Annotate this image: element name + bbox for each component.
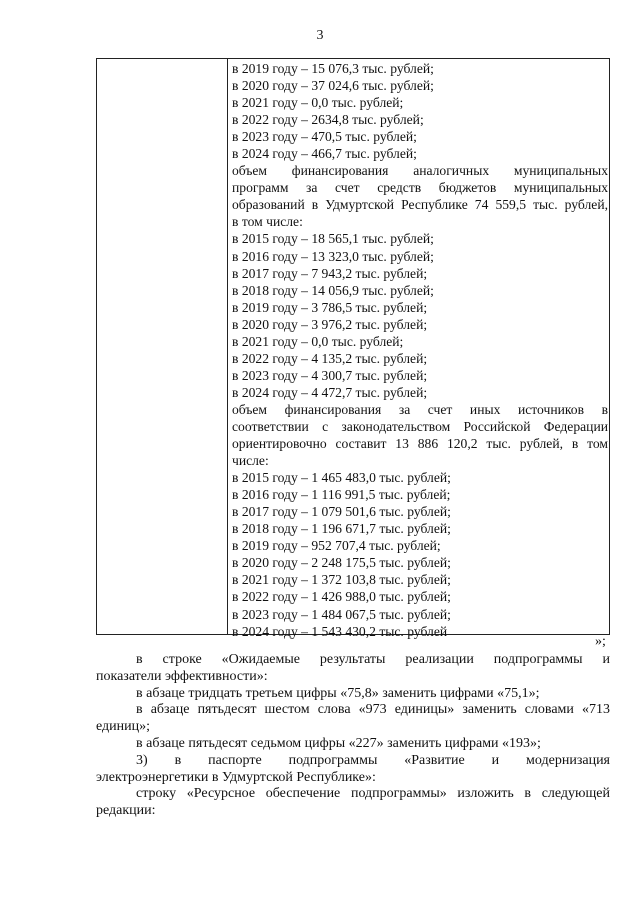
paragraph-line: в абзаце пятьдесят седьмом цифры «227» заменить цифрами «193»; bbox=[136, 735, 541, 751]
table-line: в 2023 году – 1 484 067,5 тыс. рублей; bbox=[232, 606, 451, 622]
table-line: в 2016 году – 13 323,0 тыс. рублей; bbox=[232, 248, 434, 264]
table-line: в 2023 году – 470,5 тыс. рублей; bbox=[232, 129, 417, 145]
table-line: в 2015 году – 1 465 483,0 тыс. рублей; bbox=[232, 470, 451, 486]
table-line: в 2018 году – 1 196 671,7 тыс. рублей; bbox=[232, 521, 451, 537]
table-line: в 2021 году – 1 372 103,8 тыс. рублей; bbox=[232, 572, 451, 588]
table-line: образований в Удмуртской Республике 74 559,5 тыс. рублей, bbox=[232, 197, 608, 213]
table-line: в 2023 году – 4 300,7 тыс. рублей; bbox=[232, 367, 428, 383]
table-line: в 2022 году – 1 426 988,0 тыс. рублей; bbox=[232, 589, 451, 605]
table-line: программ за счет средств бюджетов муниципальных bbox=[232, 180, 608, 196]
table-line: в 2021 году – 0,0 тыс. рублей; bbox=[232, 95, 404, 111]
table-line: объем финансирования аналогичных муниципальных bbox=[232, 163, 608, 179]
table-line: в 2020 году – 2 248 175,5 тыс. рублей; bbox=[232, 555, 451, 571]
paragraph-line: 3) в паспорте подпрограммы «Развитие и модернизация bbox=[136, 752, 610, 768]
resource-table bbox=[96, 58, 610, 639]
table-line: в 2020 году – 3 976,2 тыс. рублей; bbox=[232, 316, 428, 332]
paragraph-line: в строке «Ожидаемые результаты реализации подпрограммы и bbox=[136, 652, 610, 667]
paragraph-line: единиц»; bbox=[96, 719, 151, 735]
table-right-cell bbox=[232, 60, 608, 640]
paragraph-line: редакции: bbox=[96, 803, 156, 819]
paragraph-line: в абзаце пятьдесят шестом слова «973 единицы» заменить словами «713 bbox=[136, 702, 610, 718]
table-line: в 2015 году – 18 565,1 тыс. рублей; bbox=[232, 231, 434, 247]
table-line: соответствии с законодательством Российской Федерации bbox=[232, 418, 608, 434]
table-line: в 2018 году – 14 056,9 тыс. рублей; bbox=[232, 282, 434, 298]
table-line: в 2022 году – 2634,8 тыс. рублей; bbox=[232, 112, 424, 128]
table-line: в 2024 году – 4 472,7 тыс. рублей; bbox=[232, 384, 428, 400]
table-line: числе: bbox=[232, 453, 269, 469]
table-line: в 2021 году – 0,0 тыс. рублей; bbox=[232, 333, 404, 349]
paragraph-line: электроэнергетики в Удмуртской Республике»: bbox=[96, 769, 376, 785]
table-line: в 2019 году – 952 707,4 тыс. рублей; bbox=[232, 538, 441, 554]
paragraph-line: в абзаце тридцать третьем цифры «75,8» заменить цифрами «75,1»; bbox=[136, 685, 540, 701]
table-line: в 2024 году – 466,7 тыс. рублей; bbox=[232, 146, 417, 162]
table-line: в том числе: bbox=[232, 214, 303, 230]
paragraph-line: строку «Ресурсное обеспечение подпрограммы» изложить в следующей bbox=[136, 786, 610, 802]
table-line: ориентировочно составит 13 886 120,2 тыс. рублей, в том bbox=[232, 436, 608, 452]
page-number: 3 bbox=[316, 28, 324, 43]
amendment-text bbox=[96, 652, 610, 820]
table-line: в 2022 году – 4 135,2 тыс. рублей; bbox=[232, 350, 428, 366]
table-line: в 2019 году – 15 076,3 тыс. рублей; bbox=[232, 61, 434, 76]
table-line: в 2020 году – 37 024,6 тыс. рублей; bbox=[232, 78, 434, 94]
table-line: в 2017 году – 7 943,2 тыс. рублей; bbox=[232, 265, 428, 281]
table-line: в 2016 году – 1 116 991,5 тыс. рублей; bbox=[232, 487, 451, 503]
paragraph-line: показатели эффективности»: bbox=[96, 668, 268, 684]
table-line: в 2024 году – 1 543 430,2 тыс. рублей bbox=[232, 623, 448, 639]
table-line: в 2017 году – 1 079 501,6 тыс. рублей; bbox=[232, 504, 451, 520]
table-column-divider bbox=[227, 59, 228, 634]
table-line: в 2019 году – 3 786,5 тыс. рублей; bbox=[232, 299, 428, 315]
table-line: объем финансирования за счет иных источников в bbox=[232, 401, 608, 417]
closing-quote: »; bbox=[595, 634, 606, 649]
